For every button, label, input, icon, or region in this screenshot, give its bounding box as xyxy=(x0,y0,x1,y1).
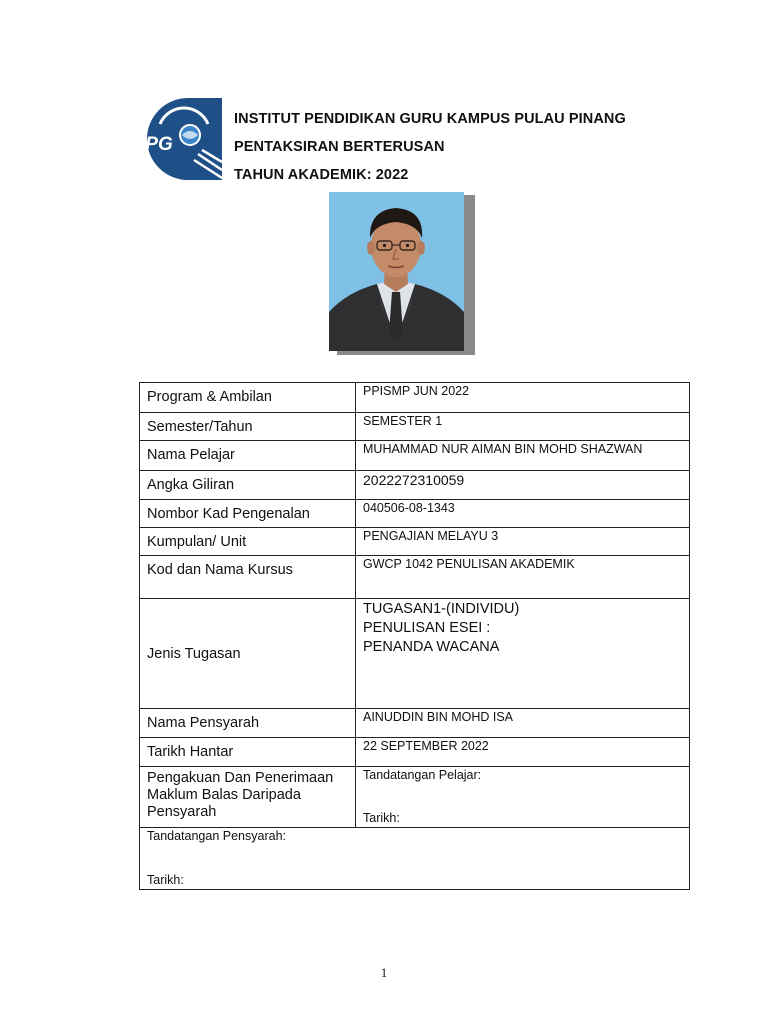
ic-number-value: 040506-08-1343 xyxy=(356,500,690,528)
student-signature-cell xyxy=(356,767,690,828)
course-value: GWCP 1042 PENULISAN AKADEMIK xyxy=(356,556,690,599)
student-signature-label: Tandatangan Pelajar: xyxy=(363,768,482,782)
task-type-label: Jenis Tugasan xyxy=(140,599,356,709)
unit-label: Kumpulan/ Unit xyxy=(140,528,356,556)
row-lecturer-signature xyxy=(140,828,690,890)
row-task-type xyxy=(140,599,690,709)
semester-value: SEMESTER 1 xyxy=(356,413,690,441)
student-portrait xyxy=(329,192,464,351)
logo-text: IPG xyxy=(140,134,173,155)
acknowledgement-label xyxy=(140,767,356,828)
course-label: Kod dan Nama Kursus xyxy=(140,556,356,599)
program-value: PPISMP JUN 2022 xyxy=(356,383,690,413)
row-unit xyxy=(140,528,690,556)
institute-name: INSTITUT PENDIDIKAN GURU KAMPUS PULAU PINANG xyxy=(234,111,626,127)
page-number: 1 xyxy=(380,965,388,980)
row-ic-number xyxy=(140,500,690,528)
row-student-name xyxy=(140,441,690,471)
row-submission-date xyxy=(140,738,690,767)
row-program xyxy=(140,383,690,413)
assignment-cover-table xyxy=(139,382,690,890)
submission-date-label: Tarikh Hantar xyxy=(140,738,356,767)
task-value-line-1: TUGASAN1-(INDIVIDU) xyxy=(363,601,520,617)
lecturer-value: AINUDDIN BIN MOHD ISA xyxy=(356,709,690,738)
semester-label: Semester/Tahun xyxy=(140,413,356,441)
row-index-number xyxy=(140,471,690,500)
lecturer-date-label: Tarikh: xyxy=(147,873,184,887)
task-type-value xyxy=(356,599,690,709)
ack-label-line-3: Pensyarah xyxy=(147,804,217,820)
index-number-label: Angka Giliran xyxy=(140,471,356,500)
task-value-line-2: PENULISAN ESEI : xyxy=(363,620,491,636)
student-date-label: Tarikh: xyxy=(363,811,400,825)
row-semester xyxy=(140,413,690,441)
lecturer-signature-label: Tandatangan Pensyarah: xyxy=(147,829,286,843)
task-value-line-3: PENANDA WACANA xyxy=(363,639,500,655)
academic-year: TAHUN AKADEMIK: 2022 xyxy=(234,167,409,183)
row-acknowledgement xyxy=(140,767,690,828)
lecturer-label: Nama Pensyarah xyxy=(140,709,356,738)
lecturer-signature-cell xyxy=(140,828,690,890)
document-header xyxy=(234,105,626,189)
unit-value: PENGAJIAN MELAYU 3 xyxy=(356,528,690,556)
ack-label-line-1: Pengakuan Dan Penerimaan xyxy=(147,770,334,786)
ack-label-line-2: Maklum Balas Daripada xyxy=(147,787,301,803)
index-number-value: 2022272310059 xyxy=(356,471,690,500)
ic-number-label: Nombor Kad Pengenalan xyxy=(140,500,356,528)
student-photo xyxy=(329,192,475,355)
assessment-title: PENTAKSIRAN BERTERUSAN xyxy=(234,139,445,155)
student-name-label: Nama Pelajar xyxy=(140,441,356,471)
student-name-value: MUHAMMAD NUR AIMAN BIN MOHD SHAZWAN xyxy=(356,441,690,471)
program-label: Program & Ambilan xyxy=(140,383,356,413)
row-course xyxy=(140,556,690,599)
ipg-logo xyxy=(138,94,222,184)
row-lecturer xyxy=(140,709,690,738)
submission-date-value: 22 SEPTEMBER 2022 xyxy=(356,738,690,767)
